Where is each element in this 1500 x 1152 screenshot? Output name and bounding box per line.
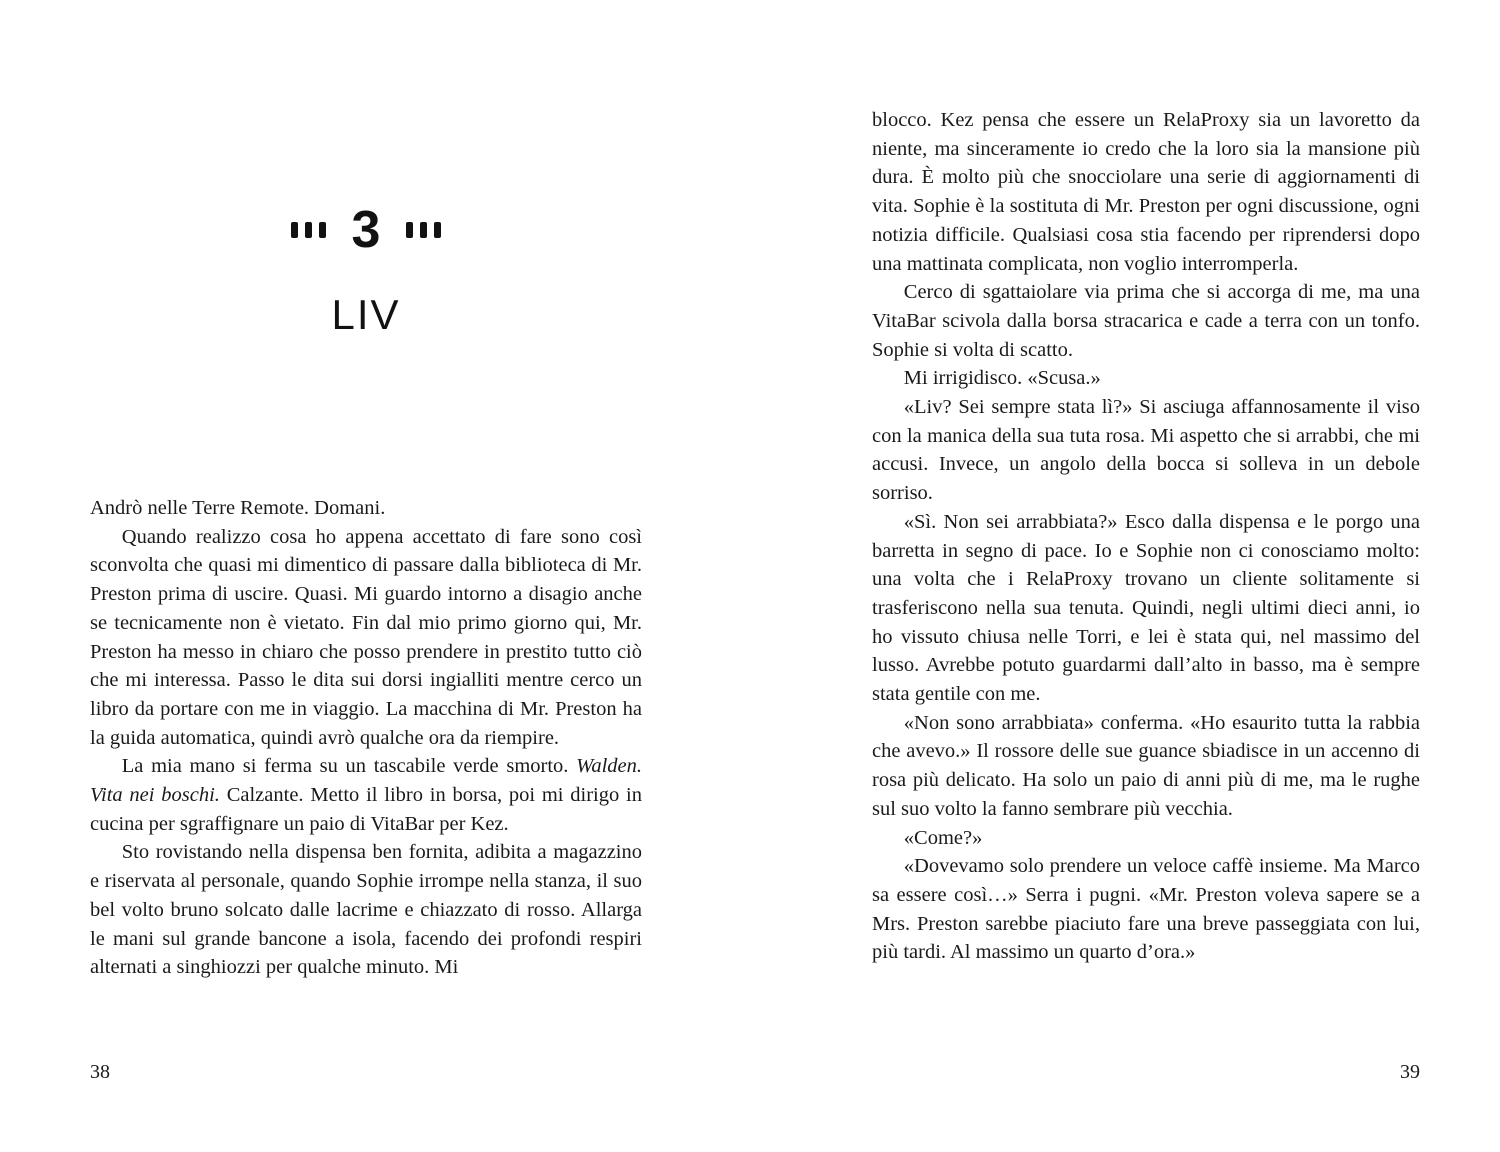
paragraph: «Dovevamo solo prendere un veloce caffè insieme. Ma Marco sa essere così…» Serra i pugni. «Mr. Preston voleva sapere se a Mrs. Preston sarebbe piaciuto fare una breve passeggiata con lui, più tardi. Al massimo un quarto d’ora.» [872,855,1420,964]
page-number-right: 39 [1400,1061,1420,1083]
left-page-body-text [90,494,642,982]
chapter-ornament-right-icon [406,222,441,238]
paragraph: Cerco di sgattaiolare via prima che si accorga di me, ma una VitaBar scivola dalla borsa stracarica e cade a terra con un tonfo. Sophie si volta di scatto. [872,281,1420,361]
chapter-heading [90,200,642,336]
paragraph: Quando realizzo cosa ho appena accettato di fare sono così sconvolta che quasi mi dimentico di passare dalla biblioteca di Mr. Preston prima di uscire. Quasi. Mi guardo intorno a disagio anche se tecnicamente non è vietato. Fin dal mio primo giorno qui, Mr. Preston ha messo in chiaro che posso prendere in prestito tutto ciò che mi interessa. Passo le dita sui dorsi ingialliti mentre cerco un libro da portare con me in viaggio. La macchina di Mr. Preston ha la guida automatica, quindi avrò qualche ora da riempire. [90,525,642,749]
paragraph: «Come?» [903,826,983,849]
paragraph: «Liv? Sei sempre stata lì?» Si asciuga affannosamente il viso con la manica della sua tuta rosa. Mi aspetto che si arrabbi, che mi accusi. Invece, un angolo della bocca si solleva in un debole sorriso. [872,396,1420,505]
paragraph: blocco. Kez pensa che essere un RelaProxy sia un lavoretto da niente, ma sinceramente io credo che la loro sia la mansione più dura. È molto più che snocciolare una serie di aggiornamenti di vita. Sophie è la sostituta di Mr. Preston per ogni discussione, ogni notizia difficile. Qualsiasi cosa stia facendo per riprendersi dopo una mattinata complicata, non voglio interromperla. [872,109,1420,275]
right-page-body-text [872,106,1420,967]
page-number-left: 38 [90,1061,110,1083]
chapter-ornament-left-icon [291,222,326,238]
chapter-title: LIV [331,291,401,338]
paragraph: Mi irrigidisco. «Scusa.» [903,367,1101,390]
chapter-number: 3 [351,201,381,259]
paragraph: Sto rovistando nella dispensa ben fornita, adibita a magazzino e riservata al personale, quando Sophie irrompe nella stanza, il suo bel volto bruno solcato dalle lacrime e chiazzato di rosso. Allarga le mani sul grande bancone a isola, facendo dei profondi respiri alternati a singhiozzi per qualche minuto. Mi [90,841,642,979]
paragraph-text: Calzante. Metto il libro in borsa, poi mi dirigo in cucina per sgraffignare un paio di VitaBar per Kez. [90,784,642,835]
book-title-italic: Walden. Vita nei boschi. [90,755,642,807]
paragraph: Andrò nelle Terre Remote. Domani. [90,497,386,519]
chapter-ornament-row [90,200,642,260]
paragraph-text: La mia mano si ferma su un tascabile verde smorto. [121,755,577,778]
paragraph: «Non sono arrabbiata» conferma. «Ho esaurito tutta la rabbia che avevo.» Il rossore delle sue guance sbiadisce in un accenno di rosa più delicato. Ha solo un paio di anni più di me, ma le rughe sul suo volto la fanno sembrare più vecchia. [872,711,1420,820]
paragraph [90,752,642,838]
paragraph: «Sì. Non sei arrabbiata?» Esco dalla dispensa e le porgo una barretta in segno di pace. Io e Sophie non ci conosciamo molto: una volta che i RelaProxy trovano un cliente solitamente si trasferiscono nella sua tenuta. Quindi, negli ultimi dieci anni, io ho vissuto chiusa nelle Torri, e lei è stata qui, nel massimo del lusso. Avrebbe potuto guardarmi dall’alto in basso, ma è sempre stata gentile con me. [872,510,1420,706]
